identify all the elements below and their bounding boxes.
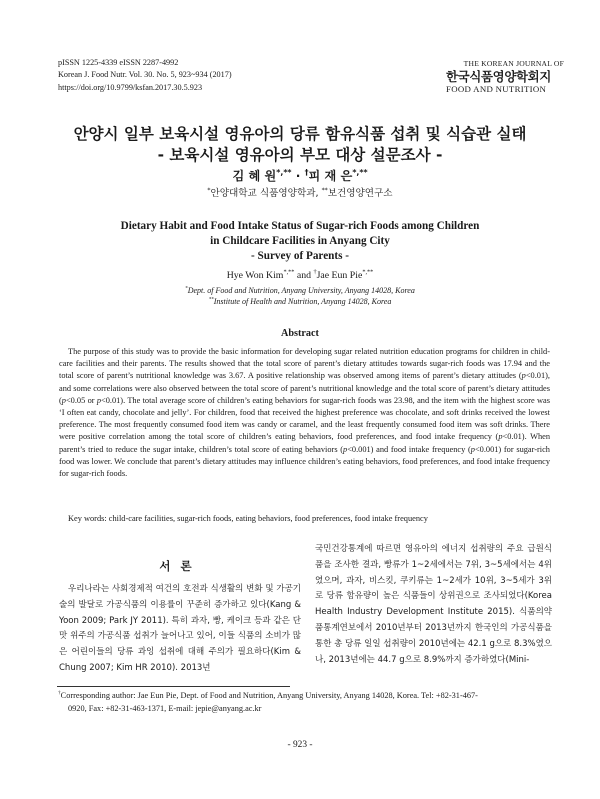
- journal-name-ko: 한국식품영양학회지: [446, 69, 552, 84]
- doi-line: https://doi.org/10.9799/ksfan.2017.30.5.923: [58, 82, 203, 92]
- corresponding-mark-ko: †: [304, 167, 309, 177]
- body-column-right: 국민건강통계에 따르면 영유아의 에너지 섭취량의 주요 급원식품을 조사한 결과, 빵류가 1~2세에서는 7위, 3~5세에서는 4위였으며, 과자, 비스킷, 쿠키류는 1~2세가 10위, 3~5세가 3위로 당류 함유량이 높은 식품들이 상위권으로 조사되었다(Korea Health Industry Development Institute 2015). 식품의약품통계연보에서 2010년부터 2013년까지 한국인의 가공식품을 통한 총 당류 일일 섭취량이 2010년에는 42.1 g으로 8.3%였으나, 2013년에는 44.7 g으로 8.9%까지 증가하였다(Mini-: [315, 544, 552, 665]
- abstract-text: <0.01), and some correlations were also observed between the total score of parent’s nutritional knowledge and the total score of parent’s dietary attitudes (: [59, 371, 550, 405]
- citation-line: Korean J. Food Nutr. Vol. 30. No. 5, 923~934 (2017): [58, 70, 232, 80]
- p-symbol: p: [61, 395, 66, 405]
- abstract-heading: Abstract: [281, 328, 319, 339]
- author1-marks-en: *,**: [283, 268, 295, 276]
- authors-ko: [0, 168, 600, 184]
- affiliation-en-1: [0, 285, 600, 296]
- aff2-ko: 보건영양연구소: [327, 188, 393, 199]
- affiliation-en-2: [0, 296, 600, 307]
- keywords: Key words: child-care facilities, sugar-rich foods, eating behaviors, food preferences, food intake frequency: [68, 514, 428, 523]
- footnote-divider: [57, 686, 290, 687]
- author1-marks-ko: *,**: [276, 167, 292, 177]
- aff1-en: Dept. of Food and Nutrition, Anyang University, Anyang 14028, Korea: [187, 286, 415, 295]
- authors-en: [0, 269, 600, 282]
- abstract-text: <0.01). The total average score of children’s eating behaviors for sugar-rich foods was 23.98, and the item with the highest score was ‘I often eat candy, chocolate and jelly’. For children, food that received the highest preference was chocolate, and soft drinks received the lowest preference. The most frequently consumed food item was candy or caramel, and the least frequently consumed food item was soft drinks. There were positive correlation among the total score of children’s eating behaviors, food preferences, and food intake frequency (: [59, 395, 550, 442]
- paper-title-en-line2: in Childcare Facilities in Anyang City: [210, 235, 390, 247]
- corresponding-mark-en: †: [313, 268, 317, 276]
- abstract-text: <0.05 or: [65, 395, 97, 405]
- author1-name-ko: 김 혜 원: [232, 169, 277, 183]
- section-heading-introduction: 서론: [159, 559, 202, 573]
- p-symbol: p: [470, 444, 475, 454]
- paper-subtitle-ko: - 보육시설 영유아의 부모 대상 설문조사 -: [157, 146, 443, 164]
- aff1-mark-ko: *: [207, 186, 211, 194]
- issn-line: pISSN 1225-4339 eISSN 2287-4992: [58, 58, 179, 67]
- journal-name-en-bottom: FOOD AND NUTRITION: [446, 84, 547, 94]
- page-number: - 923 -: [287, 740, 313, 750]
- footnote-mark: †: [58, 690, 61, 697]
- abstract-text: <0.01). When parent’s tried to reduce the sugar intake, children’s total score of eating behaviors (: [59, 432, 551, 454]
- aff2-mark-ko: **: [321, 186, 328, 194]
- p-symbol: p: [521, 371, 526, 381]
- abstract-text: The purpose of this study was to provide the basic information for developing sugar related nutrition education programs for children in child-care facilities and their parents. The results showed that the total score of parent’s dietary attitudes towards sugar-rich foods was 17.94 and the total score of parent’s nutritional knowledge was 3.67. A positive relationship was observed among items of parent’s dietary attitudes (: [59, 347, 550, 381]
- author-separator-ko: ·: [291, 169, 305, 183]
- author2-marks-ko: *,**: [352, 167, 368, 177]
- paper-title-en-line3: - Survey of Parents -: [251, 250, 349, 262]
- corresponding-author-footnote: [58, 689, 554, 715]
- paper-title-en-line1: Dietary Habit and Food Intake Status of Sugar-rich Foods among Children: [120, 220, 480, 232]
- affiliations-ko: [0, 187, 600, 200]
- author2-name-en: Jae Eun Pie: [316, 270, 363, 281]
- abstract-text: <0.001) for sugar-rich food was lower. We conclude that parent’s dietary attitudes may influence children’s eating behaviors, food preferences, and food intake frequency for sugar-rich foods.: [59, 444, 550, 479]
- aff2-en: Institute of Health and Nutrition, Anyang 14028, Korea: [213, 297, 392, 306]
- author2-name-ko: 피 재 은: [308, 169, 353, 183]
- abstract-body: [59, 346, 550, 480]
- journal-citation-block: [58, 57, 232, 94]
- p-symbol: p: [96, 395, 101, 405]
- paper-title-ko: 안양시 일부 보육시설 영유아의 당류 함유식품 섭취 및 식습관 실태: [73, 125, 527, 143]
- aff1-mark-en: *: [185, 285, 188, 292]
- p-symbol: p: [343, 444, 348, 454]
- aff2-mark-en: **: [208, 296, 214, 303]
- author1-name-en: Hye Won Kim: [226, 270, 284, 281]
- author-and-en: and: [294, 270, 314, 281]
- p-symbol: p: [498, 432, 503, 442]
- abstract-text: <0.001) and food intake frequency (: [347, 444, 471, 454]
- aff1-ko: 안양대학교 식품영양학과,: [210, 188, 322, 199]
- footnote-line2: 0920, Fax: +82-31-463-1371, E-mail: jepie@anyang.ac.kr: [68, 704, 262, 713]
- journal-name-en-top: THE KOREAN JOURNAL OF: [463, 59, 564, 68]
- journal-logo: [446, 59, 564, 95]
- footnote-line1: Corresponding author: Jae Eun Pie, Dept. of Food and Nutrition, Anyang University, Anyang 14028, Korea. Tel: +82-31-467-: [60, 691, 478, 700]
- author2-marks-en: *,**: [362, 268, 374, 276]
- body-column-left: 우리나라는 사회경제적 여건의 호전과 식생활의 변화 및 가공기술의 발달로 가공식품의 이용률이 꾸준히 증가하고 있다(Kang & Yoon 2009; Park JY 2011). 특히 과자, 빵, 케이크 등과 같은 단맛 위주의 가공식품 섭취가 늘어나고 있어, 이들 식품의 소비가 많은 어린이들의 당류 과잉 섭취에 대해 주의가 필요하다(Kim & Chung 2007; Kim HR 2010). 2013년: [59, 584, 301, 673]
